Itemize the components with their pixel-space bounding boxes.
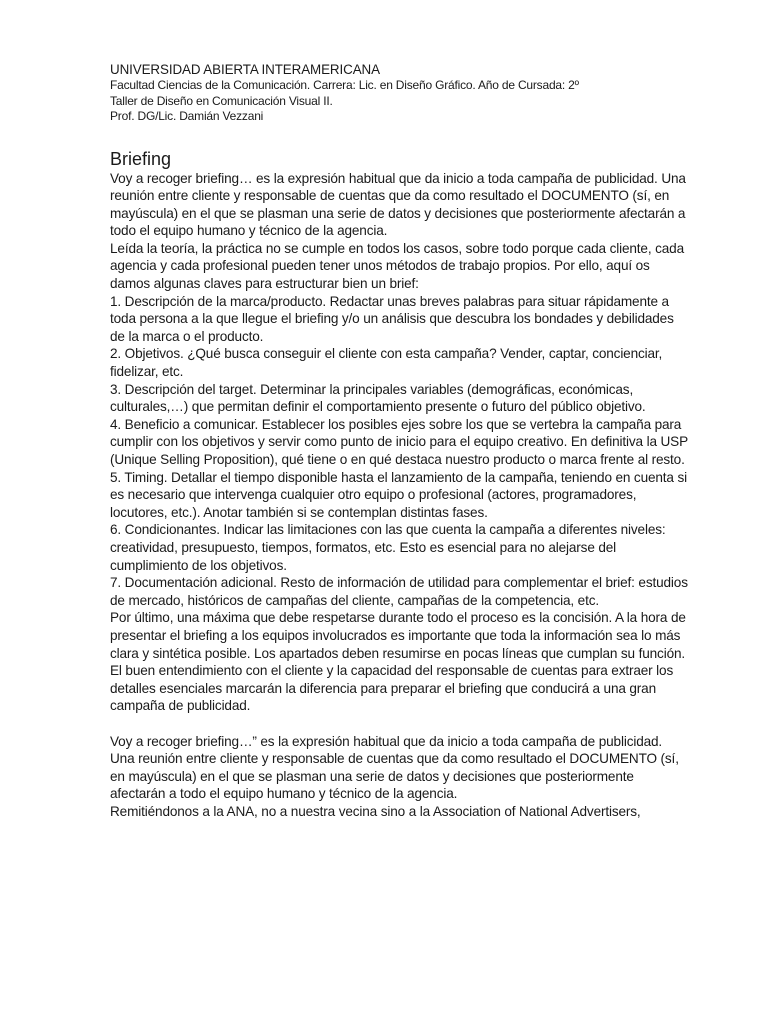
faculty-line: Facultad Ciencias de la Comunicación. Carrera: Lic. en Diseño Gráfico. Año de Cursada: 2º [110, 78, 579, 92]
document-page [110, 62, 690, 820]
list-item-documentation: 7. Documentación adicional. Resto de información de utilidad para complementar el brief: estudios de mercado, históricos de campañas del cliente, campañas de la competencia, etc. [110, 575, 688, 608]
professor-line: Prof. DG/Lic. Damián Vezzani [110, 109, 264, 123]
paragraph-ana: Remitiéndonos a la ANA, no a nuestra vecina sino a la Association of National Advertisers, [110, 803, 641, 819]
paragraph-theory: Leída la teoría, la práctica no se cumple en todos los casos, sobre todo porque cada cliente, cada agencia y cada profesional pueden tener unos métodos de trabajo propios. Por ello, aquí os damos algunas claves para estructurar bien un brief: [110, 240, 684, 292]
course-line: Taller de Diseño en Comunicación Visual II. [110, 93, 333, 108]
university-name: UNIVERSIDAD ABIERTA INTERAMERICANA [110, 62, 380, 77]
document-header [110, 62, 690, 125]
paragraph-spacer [110, 715, 690, 733]
paragraph-conclusion: El buen entendimiento con el cliente y la capacidad del responsable de cuentas para extraer los detalles esenciales marcarán la diferencia para preparar el briefing que conducirá a una gran campaña de publicidad. [110, 663, 674, 714]
list-item-objectives: 2. Objetivos. ¿Qué busca conseguir el cliente con esta campaña? Vender, captar, concienciar, fidelizar, etc. [110, 346, 663, 380]
paragraph-intro: Voy a recoger briefing… es la expresión habitual que da inicio a toda campaña de publicidad. Una reunión entre cliente y responsable de cuentas que da como resultado el DOCUMENTO (sí, en mayúscula) en el que se plasman una serie de datos y decisiones que posteriormente afectarán a todo el equipo humano y técnico de la agencia. [110, 170, 686, 239]
list-item-timing: 5. Timing. Detallar el tiempo disponible hasta el lanzamiento de la campaña, teniendo en cuenta si es necesario que intervenga cualquier otro equipo o profesional (actores, programadores, locutores, etc.). Anotar también si se contemplan distintas fases. [110, 469, 687, 520]
paragraph-conciseness: Por último, una máxima que debe respetarse durante todo el proceso es la concisión. A la hora de presentar el briefing a los equipos involucrados es importante que toda la información sea lo más clara y sintética posible. Los apartados deben resumirse en pocas líneas que cumplan su función. [110, 610, 686, 661]
list-item-benefit: 4. Beneficio a comunicar. Establecer los posibles ejes sobre los que se vertebra la campaña para cumplir con los objetivos y servir como punto de inicio para el equipo creativo. En definitiva la USP (Unique Selling Proposition), qué tiene o en qué destaca nuestro producto o marca frente al resto. [110, 416, 688, 467]
paragraph-repeat-intro: Voy a recoger briefing…” es la expresión habitual que da inicio a toda campaña de publicidad. Una reunión entre cliente y responsable de cuentas que da como resultado el DOCUMENTO (sí, en mayúscula) en el que se plasman una serie de datos y decisiones que posteriormente afectarán a todo el equipo humano y técnico de la agencia. [110, 733, 679, 802]
list-item-target: 3. Descripción del target. Determinar la principales variables (demográficas, económicas, culturales,…) que permitan definir el comportamiento presente o futuro del público objetivo. [110, 381, 646, 415]
document-body [110, 170, 690, 821]
list-item-constraints: 6. Condicionantes. Indicar las limitaciones con las que cuenta la campaña a diferentes niveles: creatividad, presupuesto, tiempos, formatos, etc. Esto es esencial para no alejarse del cumplimiento de los objetivos. [110, 522, 666, 573]
list-item-brand-description: 1. Descripción de la marca/producto. Redactar unas breves palabras para situar rápidamente a toda persona a la que llegue el briefing y/o un análisis que descubra los bondades y debilidades de la marca o el producto. [110, 293, 674, 344]
document-heading: Briefing [110, 148, 172, 169]
